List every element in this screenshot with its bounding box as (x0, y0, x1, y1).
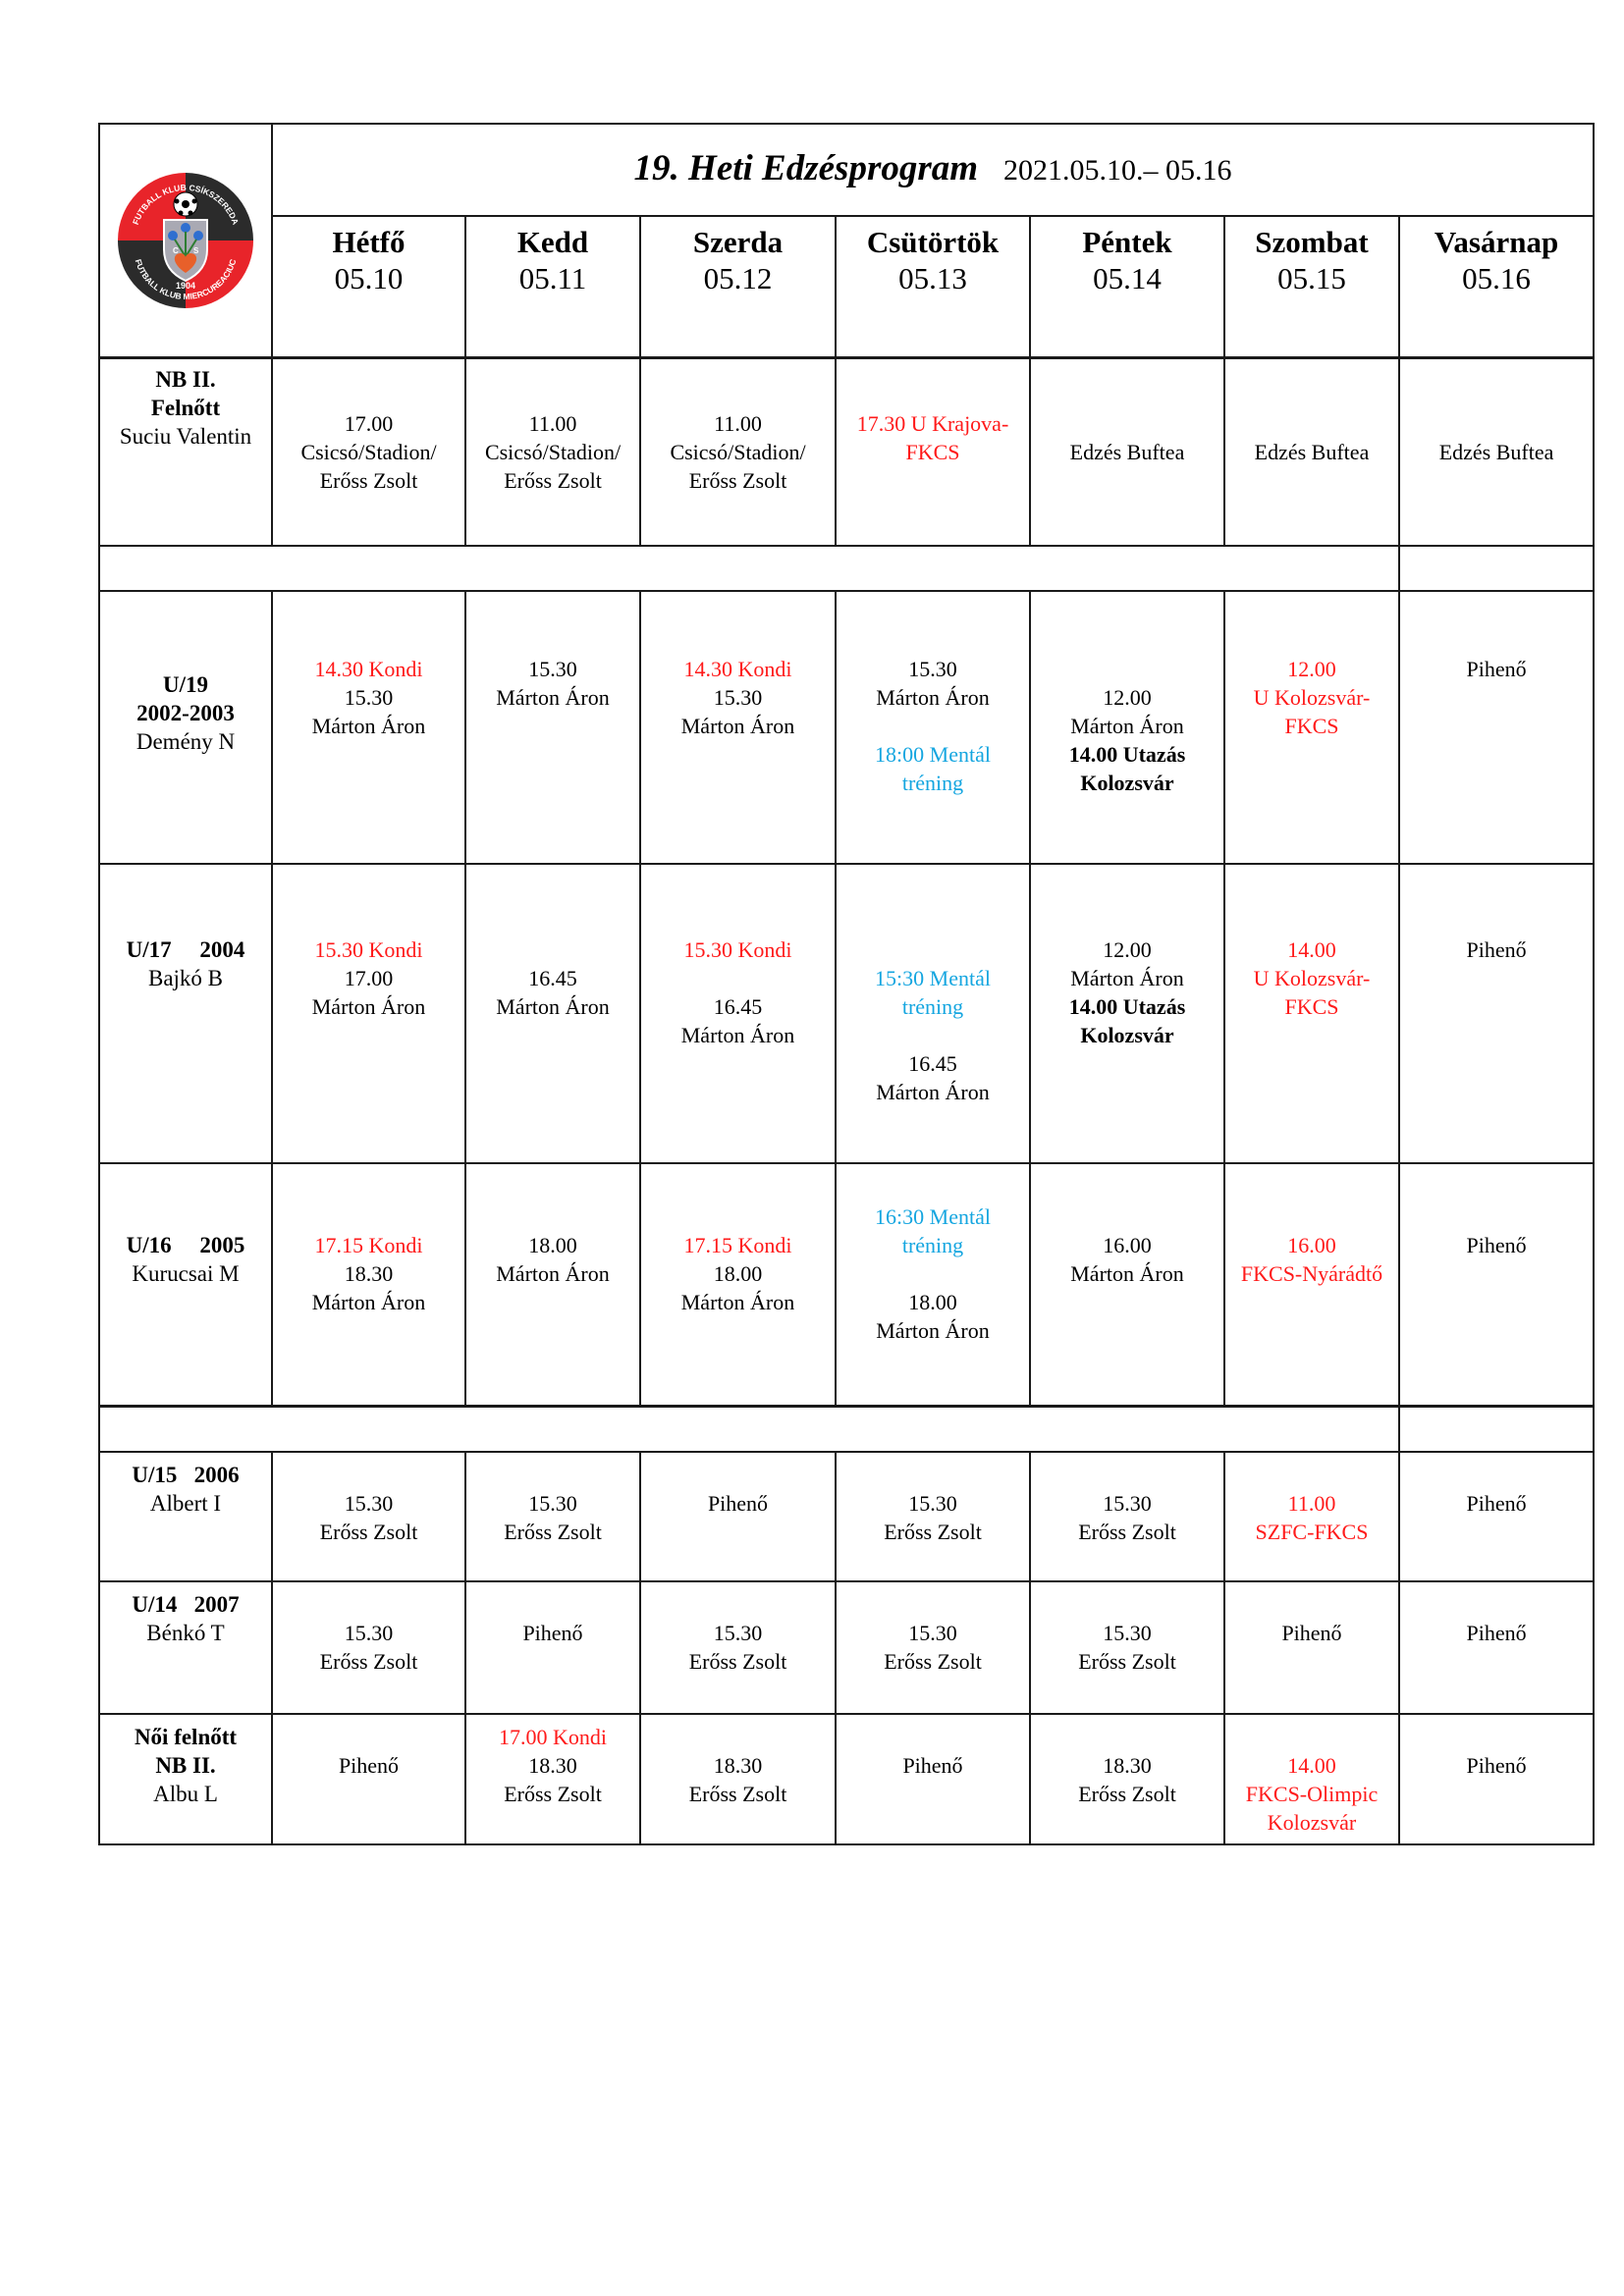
team-label: Női felnőtt NB II. Albu L (99, 1714, 272, 1844)
club-logo-cell (99, 124, 272, 358)
match-cell: 14.00 FKCS-Olimpic Kolozsvár (1224, 1714, 1399, 1844)
schedule-cell: 15.30 Erőss Zsolt (1030, 1452, 1224, 1581)
day-header-szerda: Szerda 05.12 (640, 216, 836, 358)
schedule-cell: 15.30 Erőss Zsolt (836, 1452, 1030, 1581)
schedule-cell: 15.30 Erőss Zsolt (836, 1581, 1030, 1714)
schedule-cell: Edzés Buftea (1030, 358, 1224, 546)
schedule-cell: Pihenő (1399, 1452, 1594, 1581)
svg-text:S: S (193, 246, 199, 255)
svg-text:1904: 1904 (175, 281, 196, 291)
schedule-cell: 17.15 Kondi 18.30 Márton Áron (272, 1163, 465, 1407)
section-divider-row (99, 546, 1594, 591)
table-row (99, 1714, 1594, 1844)
schedule-cell: 15.30 Erőss Zsolt (640, 1581, 836, 1714)
training-schedule (98, 123, 1593, 1845)
team-label: U/14 2007 Bénkó T (99, 1581, 272, 1714)
table-row (99, 864, 1594, 1163)
schedule-cell: Edzés Buftea (1224, 358, 1399, 546)
schedule-cell: Pihenő (465, 1581, 640, 1714)
schedule-cell: Pihenő (1399, 1581, 1594, 1714)
match-cell: 16.00 FKCS-Nyárádtő (1224, 1163, 1399, 1407)
match-cell: 17.30 U Krajova- FKCS (836, 358, 1030, 546)
schedule-cell: Pihenő (836, 1714, 1030, 1844)
schedule-cell: 15:30 Mentál tréning 16.45 Márton Áron (836, 864, 1030, 1163)
divider-cell (1399, 1407, 1594, 1453)
divider-cell (1399, 546, 1594, 591)
match-cell: 11.00 SZFC-FKCS (1224, 1452, 1399, 1581)
date-range: 2021.05.10.– 05.16 (1003, 153, 1232, 187)
schedule-cell: Pihenő (272, 1714, 465, 1844)
svg-text:C: C (173, 246, 179, 255)
team-label: U/16 2005 Kurucsai M (99, 1163, 272, 1407)
schedule-cell: 15.30 Erőss Zsolt (272, 1452, 465, 1581)
schedule-cell: 16.00 Márton Áron (1030, 1163, 1224, 1407)
schedule-cell: 15.30 Erőss Zsolt (272, 1581, 465, 1714)
schedule-cell: 15.30 Márton Áron (465, 591, 640, 864)
schedule-cell: Pihenő (1399, 1163, 1594, 1407)
divider-cell (99, 546, 1399, 591)
team-label: U/15 2006 Albert I (99, 1452, 272, 1581)
schedule-cell: 14.30 Kondi 15.30 Márton Áron (272, 591, 465, 864)
schedule-cell: 16.45 Márton Áron (465, 864, 640, 1163)
schedule-cell: 18.00 Márton Áron (465, 1163, 640, 1407)
schedule-cell: Edzés Buftea (1399, 358, 1594, 546)
day-header-kedd: Kedd 05.11 (465, 216, 640, 358)
section-divider-row (99, 1407, 1594, 1453)
day-header-vasarnap: Vasárnap 05.16 (1399, 216, 1594, 358)
svg-text:FUTBALL KLUB CSÍKSZEREDA: FUTBALL KLUB CSÍKSZEREDA (130, 182, 242, 227)
match-cell: 14.00 U Kolozsvár- FKCS (1224, 864, 1399, 1163)
schedule-cell: 15.30 Erőss Zsolt (1030, 1581, 1224, 1714)
schedule-cell: 17.00 Kondi 18.30 Erőss Zsolt (465, 1714, 640, 1844)
day-header-csutortok: Csütörtök 05.13 (836, 216, 1030, 358)
schedule-cell: Pihenő (1399, 864, 1594, 1163)
table-row (99, 1163, 1594, 1407)
schedule-cell: Pihenő (1224, 1581, 1399, 1714)
team-label: U/19 2002-2003 Demény N (99, 591, 272, 864)
schedule-cell: 15.30 Kondi 17.00 Márton Áron (272, 864, 465, 1163)
schedule-title: 19. Heti Edzésprogram (633, 147, 979, 188)
schedule-cell: 15.30 Erőss Zsolt (465, 1452, 640, 1581)
svg-text:FUTBALL KLUB MIERCUREACIUC: FUTBALL KLUB MIERCUREACIUC (133, 257, 239, 302)
schedule-cell: 17.00 Csicsó/Stadion/ Erőss Zsolt (272, 358, 465, 546)
schedule-cell: 15.30 Kondi 16.45 Márton Áron (640, 864, 836, 1163)
schedule-table (98, 123, 1595, 1845)
table-row (99, 1581, 1594, 1714)
schedule-cell: 11.00 Csicsó/Stadion/ Erőss Zsolt (640, 358, 836, 546)
schedule-cell: Pihenő (1399, 591, 1594, 864)
club-logo (116, 171, 255, 310)
schedule-cell: 12.00 Márton Áron 14.00 Utazás Kolozsvár (1030, 864, 1224, 1163)
team-label: NB II. Felnőtt Suciu Valentin (99, 358, 272, 546)
schedule-cell: 18.30 Erőss Zsolt (1030, 1714, 1224, 1844)
schedule-cell: 11.00 Csicsó/Stadion/ Erőss Zsolt (465, 358, 640, 546)
schedule-cell: 17.15 Kondi 18.00 Márton Áron (640, 1163, 836, 1407)
schedule-cell: 12.00 Márton Áron 14.00 Utazás Kolozsvár (1030, 591, 1224, 864)
day-header-szombat: Szombat 05.15 (1224, 216, 1399, 358)
divider-cell (99, 1407, 1399, 1453)
day-header-pentek: Péntek 05.14 (1030, 216, 1224, 358)
table-row (99, 358, 1594, 546)
schedule-title-cell (272, 124, 1594, 216)
table-row (99, 591, 1594, 864)
schedule-cell: 18.30 Erőss Zsolt (640, 1714, 836, 1844)
schedule-cell: 15.30 Márton Áron 18:00 Mentál tréning (836, 591, 1030, 864)
table-row (99, 1452, 1594, 1581)
day-header-hetfo: Hétfő 05.10 (272, 216, 465, 358)
schedule-cell: Pihenő (640, 1452, 836, 1581)
schedule-cell: 16:30 Mentál tréning 18.00 Márton Áron (836, 1163, 1030, 1407)
schedule-cell: Pihenő (1399, 1714, 1594, 1844)
team-label: U/17 2004 Bajkó B (99, 864, 272, 1163)
schedule-cell: 14.30 Kondi 15.30 Márton Áron (640, 591, 836, 864)
match-cell: 12.00 U Kolozsvár- FKCS (1224, 591, 1399, 864)
